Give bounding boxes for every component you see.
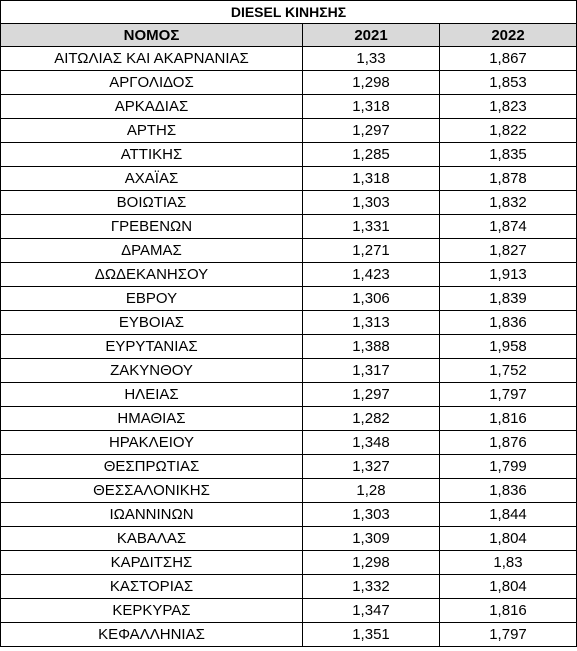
table-row	[1, 239, 577, 263]
prefecture-cell: ΚΑΒΑΛΑΣ	[1, 527, 303, 551]
prefecture-cell: ΘΕΣΠΡΩΤΙΑΣ	[1, 455, 303, 479]
table-row	[1, 359, 577, 383]
value-2021-cell: 1,332	[303, 575, 440, 599]
table-row	[1, 47, 577, 71]
value-2021-cell: 1,297	[303, 119, 440, 143]
table-row	[1, 95, 577, 119]
value-2021-cell: 1,303	[303, 503, 440, 527]
prefecture-cell: ΚΑΡΔΙΤΣΗΣ	[1, 551, 303, 575]
value-2022-cell: 1,752	[440, 359, 577, 383]
table-row	[1, 575, 577, 599]
header-2021: 2021	[303, 24, 440, 47]
table-row	[1, 455, 577, 479]
value-2021-cell: 1,327	[303, 455, 440, 479]
value-2022-cell: 1,797	[440, 623, 577, 647]
table-row	[1, 623, 577, 647]
value-2021-cell: 1,297	[303, 383, 440, 407]
value-2021-cell: 1,285	[303, 143, 440, 167]
prefecture-cell: ΚΕΦΑΛΛΗΝΙΑΣ	[1, 623, 303, 647]
value-2022-cell: 1,832	[440, 191, 577, 215]
value-2021-cell: 1,423	[303, 263, 440, 287]
table-row	[1, 215, 577, 239]
value-2022-cell: 1,844	[440, 503, 577, 527]
value-2021-cell: 1,317	[303, 359, 440, 383]
table-row	[1, 287, 577, 311]
value-2021-cell: 1,298	[303, 551, 440, 575]
value-2021-cell: 1,318	[303, 95, 440, 119]
table-row	[1, 431, 577, 455]
table-title-row	[1, 1, 577, 24]
value-2021-cell: 1,331	[303, 215, 440, 239]
value-2022-cell: 1,822	[440, 119, 577, 143]
prefecture-cell: ΑΡΚΑΔΙΑΣ	[1, 95, 303, 119]
table-row	[1, 335, 577, 359]
value-2022-cell: 1,853	[440, 71, 577, 95]
value-2021-cell: 1,28	[303, 479, 440, 503]
prefecture-cell: ΒΟΙΩΤΙΑΣ	[1, 191, 303, 215]
value-2022-cell: 1,827	[440, 239, 577, 263]
prefecture-cell: ΖΑΚΥΝΘΟΥ	[1, 359, 303, 383]
table-row	[1, 191, 577, 215]
value-2021-cell: 1,282	[303, 407, 440, 431]
table-row	[1, 503, 577, 527]
prefecture-cell: ΑΡΓΟΛΙΔΟΣ	[1, 71, 303, 95]
value-2022-cell: 1,816	[440, 599, 577, 623]
prefecture-cell: ΗΜΑΘΙΑΣ	[1, 407, 303, 431]
prefecture-cell: ΕΥΒΟΙΑΣ	[1, 311, 303, 335]
value-2021-cell: 1,33	[303, 47, 440, 71]
prefecture-cell: ΑΤΤΙΚΗΣ	[1, 143, 303, 167]
value-2021-cell: 1,309	[303, 527, 440, 551]
header-prefecture: ΝΟΜΟΣ	[1, 24, 303, 47]
prefecture-cell: ΑΡΤΗΣ	[1, 119, 303, 143]
value-2022-cell: 1,878	[440, 167, 577, 191]
value-2022-cell: 1,797	[440, 383, 577, 407]
value-2021-cell: 1,303	[303, 191, 440, 215]
prefecture-cell: ΘΕΣΣΑΛΟΝΙΚΗΣ	[1, 479, 303, 503]
value-2022-cell: 1,867	[440, 47, 577, 71]
value-2022-cell: 1,799	[440, 455, 577, 479]
table-row	[1, 527, 577, 551]
value-2021-cell: 1,347	[303, 599, 440, 623]
prefecture-cell: ΑΧΑΪΑΣ	[1, 167, 303, 191]
table-row	[1, 551, 577, 575]
prefecture-cell: ΕΥΡΥΤΑΝΙΑΣ	[1, 335, 303, 359]
prefecture-cell: ΑΙΤΩΛΙΑΣ ΚΑΙ ΑΚΑΡΝΑΝΙΑΣ	[1, 47, 303, 71]
prefecture-cell: ΗΡΑΚΛΕΙΟΥ	[1, 431, 303, 455]
prefecture-cell: ΚΑΣΤΟΡΙΑΣ	[1, 575, 303, 599]
value-2021-cell: 1,298	[303, 71, 440, 95]
value-2022-cell: 1,823	[440, 95, 577, 119]
prefecture-cell: ΓΡΕΒΕΝΩΝ	[1, 215, 303, 239]
value-2022-cell: 1,958	[440, 335, 577, 359]
value-2022-cell: 1,816	[440, 407, 577, 431]
table-row	[1, 383, 577, 407]
prefecture-cell: ΕΒΡΟΥ	[1, 287, 303, 311]
table-row	[1, 599, 577, 623]
table-row	[1, 71, 577, 95]
value-2022-cell: 1,836	[440, 311, 577, 335]
value-2021-cell: 1,271	[303, 239, 440, 263]
value-2021-cell: 1,313	[303, 311, 440, 335]
table-row	[1, 263, 577, 287]
table-row	[1, 479, 577, 503]
table-row	[1, 143, 577, 167]
value-2021-cell: 1,318	[303, 167, 440, 191]
prefecture-cell: ΗΛΕΙΑΣ	[1, 383, 303, 407]
table-row	[1, 119, 577, 143]
prefecture-cell: ΚΕΡΚΥΡΑΣ	[1, 599, 303, 623]
value-2021-cell: 1,388	[303, 335, 440, 359]
value-2022-cell: 1,835	[440, 143, 577, 167]
header-row	[1, 24, 577, 47]
prefecture-cell: ΔΡΑΜΑΣ	[1, 239, 303, 263]
header-2022: 2022	[440, 24, 577, 47]
value-2022-cell: 1,804	[440, 527, 577, 551]
value-2022-cell: 1,83	[440, 551, 577, 575]
value-2022-cell: 1,836	[440, 479, 577, 503]
prefecture-cell: ΔΩΔΕΚΑΝΗΣΟΥ	[1, 263, 303, 287]
table-row	[1, 311, 577, 335]
value-2021-cell: 1,306	[303, 287, 440, 311]
value-2022-cell: 1,874	[440, 215, 577, 239]
value-2022-cell: 1,876	[440, 431, 577, 455]
table-row	[1, 407, 577, 431]
value-2022-cell: 1,839	[440, 287, 577, 311]
prefecture-cell: ΙΩΑΝΝΙΝΩΝ	[1, 503, 303, 527]
value-2022-cell: 1,804	[440, 575, 577, 599]
table-row	[1, 167, 577, 191]
value-2021-cell: 1,348	[303, 431, 440, 455]
table-title: DIESEL ΚΙΝΗΣΗΣ	[1, 1, 577, 24]
value-2021-cell: 1,351	[303, 623, 440, 647]
value-2022-cell: 1,913	[440, 263, 577, 287]
